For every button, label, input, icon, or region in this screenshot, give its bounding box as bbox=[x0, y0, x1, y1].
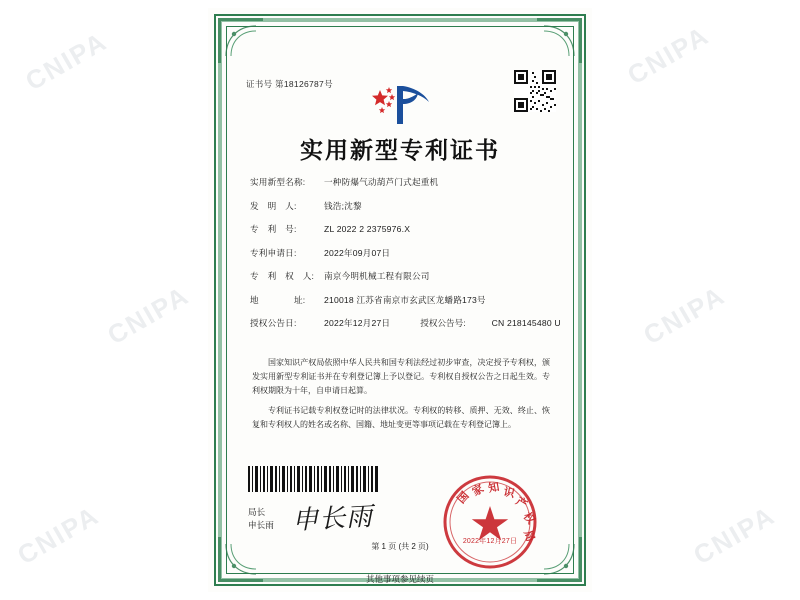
watermark-cnipa: CNIPA bbox=[12, 499, 105, 571]
watermark-cnipa: CNIPA bbox=[102, 279, 195, 351]
page-number: 第 1 页 (共 2 页) bbox=[371, 542, 429, 551]
seal-date: 2022年12月27日 bbox=[462, 538, 518, 545]
svg-text:权: 权 bbox=[520, 509, 538, 527]
legal-paragraph: 专利证书记载专利权登记时的法律状况。专利权的转移、质押、无效、终止、恢复和专利权人的姓名或名称、国籍、地址变更等事项记载在专利登记簿上。 bbox=[252, 406, 550, 429]
cnipa-logo-icon bbox=[363, 82, 437, 128]
field-value: 一种防爆气动葫芦门式起重机 bbox=[324, 177, 439, 187]
legal-paragraph: 国家知识产权局依照中华人民共和国专利法经过初步审查，决定授予专利权，颁发实用新型专利证书并在专利登记簿上予以登记。专利权自授权公告之日起生效。专利权期限为十年，自申请日起算。 bbox=[252, 358, 550, 395]
field-row bbox=[250, 176, 554, 188]
grant-number-value: CN 218145480 U bbox=[491, 318, 561, 328]
red-official-seal-icon bbox=[442, 474, 538, 570]
field-value: 210018 江苏省南京市玄武区龙蟠路173号 bbox=[324, 294, 486, 305]
field-row bbox=[250, 270, 554, 282]
svg-text:国: 国 bbox=[454, 489, 472, 507]
field-label: 专 利 号: bbox=[250, 224, 297, 234]
certificate-number: 证书号 第18126787号 bbox=[246, 79, 333, 89]
svg-text:识: 识 bbox=[502, 485, 516, 501]
director-title: 局长 bbox=[248, 507, 266, 517]
field-label: 实用新型名称: bbox=[250, 177, 306, 187]
director-name: 申长雨 bbox=[248, 520, 274, 531]
field-label: 专 利 权 人: bbox=[250, 271, 315, 281]
fields-block bbox=[250, 176, 561, 341]
watermark-cnipa: CNIPA bbox=[638, 279, 731, 351]
svg-text:局: 局 bbox=[521, 528, 538, 544]
qr-code-icon bbox=[514, 70, 556, 112]
watermark-cnipa: CNIPA bbox=[622, 19, 715, 91]
svg-text:家: 家 bbox=[470, 481, 487, 499]
field-value: 2022年09月07日 bbox=[324, 247, 391, 258]
field-row bbox=[250, 223, 554, 235]
handwritten-signature: 申长雨 bbox=[291, 501, 374, 537]
field-row bbox=[250, 294, 554, 306]
page-title: 实用新型专利证书 bbox=[300, 138, 500, 164]
legal-text bbox=[252, 356, 550, 438]
grant-number-label: 授权公告号: bbox=[420, 318, 466, 328]
watermark-cnipa: CNIPA bbox=[688, 499, 781, 571]
field-value: 钱浩;沈黎 bbox=[324, 200, 362, 211]
field-label: 发 明 人: bbox=[250, 200, 297, 211]
footer-note: 其他事项参见续页 bbox=[365, 574, 434, 584]
field-row bbox=[250, 200, 554, 212]
signature-block bbox=[248, 506, 274, 533]
certificate-content bbox=[238, 36, 562, 566]
field-value: 南京今明机械工程有限公司 bbox=[324, 271, 430, 281]
grant-date-value: 2022年12月27日 bbox=[324, 318, 391, 328]
field-value: ZL 2022 2 2375976.X bbox=[324, 224, 411, 234]
certificate-card bbox=[208, 8, 592, 592]
grant-date-label: 授权公告日: bbox=[250, 318, 297, 328]
grant-row bbox=[250, 317, 561, 329]
svg-text:知: 知 bbox=[487, 480, 501, 495]
svg-text:产: 产 bbox=[513, 494, 530, 512]
watermark-cnipa: CNIPA bbox=[20, 25, 113, 97]
field-label: 专利申请日: bbox=[250, 247, 297, 258]
field-row bbox=[250, 247, 554, 259]
barcode-icon bbox=[248, 466, 378, 492]
field-label: 地 址: bbox=[250, 294, 306, 305]
